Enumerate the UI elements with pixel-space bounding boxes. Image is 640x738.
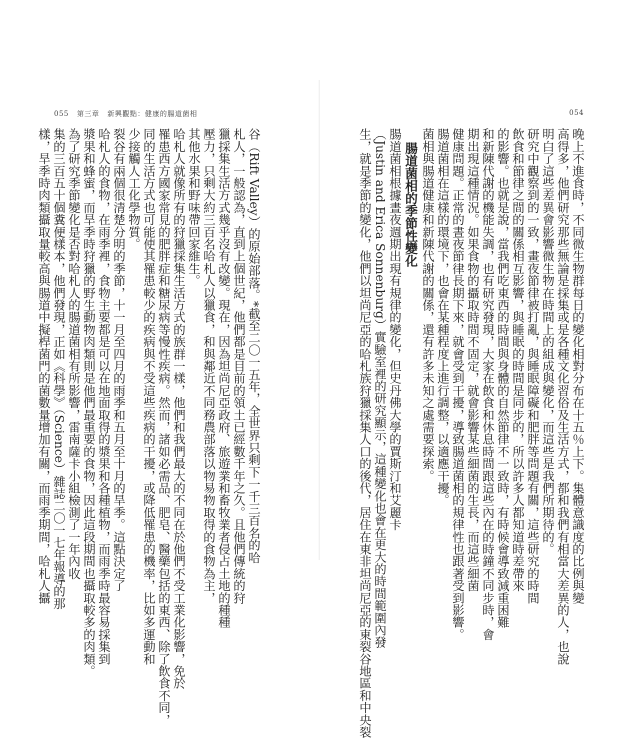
right-page-header	[569, 109, 584, 117]
right-page	[320, 0, 640, 738]
section-heading: 腸道菌相的季節性變化	[403, 142, 419, 267]
text-column: 壓力，只剩大約三百名哈札人以獵食，和與鄰近不同務農部落以物易物取得的食物為主，	[202, 128, 216, 604]
text-column: 獵採集生活方式幾乎沒有改變。現在，因為坦尚尼亞政府、旅遊業和畜牧業者侵占土地的種種	[217, 128, 231, 629]
text-column: 札人，一般認為，直到上個世紀，他們都是目前的領土已經數千年之久。且他們傳統的狩	[232, 128, 246, 604]
text-column: 集的三百五十個糞便樣本，他們發現，正如《科學》（Science）雜誌二〇一七年報導的那	[52, 128, 66, 610]
text-column: 的影響。也就是說，當我們吃東西的時間與身體的自然節律不一致時，有時候會導致減重困難	[496, 128, 510, 629]
text-column: 罹患西方國家常見的肥胖症和糖尿病等慢性疾病。然而，諸如必需品、肥皂、醫藥包括的東西、除了飲食不同，	[157, 128, 171, 726]
text-column: 期出現這種情況。如果食物的攝取時間不固定，就會影響某些細菌的生長，而這些細菌	[466, 128, 480, 592]
text-column: 和新陳代謝的機能失調，也有研究發現，大家在飲食和休息時間跟這些內在的時鐘不同步時，會	[481, 128, 495, 641]
text-column: 晚上不進食時，不同微生物群每日的變化相對分布在十五％上下。集體意識度的比例與變	[571, 128, 585, 604]
right-page-body	[358, 128, 585, 738]
left-page-number: 055	[54, 110, 69, 118]
text-column: 飲食和節律之間的關係相互影響，與睡眠的時間是同步的，所以許多人都知道時差帶來	[511, 128, 525, 592]
chapter-title: 新興觀點：健康的腸道菌相	[107, 110, 198, 118]
text-column: 漿果和蜂蜜，而旱季時狩獵的野生動物肉類則是他們最重要的食物，因此這段期間也攝取較多的肉類。	[82, 128, 96, 677]
text-column: 明白了這些差異會影響微生物在時間上的組成與變化，而這些是我們所期待的。	[541, 128, 555, 555]
text-column: 谷（Rift Valley）的原始部落。*截至二〇一五年，全世界只剩下一千三百名的哈	[247, 128, 261, 564]
text-column: 健康問題。正常的晝夜節律長期下來，就會受到干擾，導致腸道菌相的規律性也跟著受到影響。	[451, 128, 465, 641]
text-column: 腸道菌相在這樣的環境下，也會在某種程度上進行調整，以適應干擾。	[436, 128, 450, 507]
text-column: 樣，旱季時肉類攝取量較高與腸道中擬桿菌門的菌數量增加有關，而雨季期間，哈札人攝	[37, 128, 51, 604]
text-column: 為了研究季節變化是否對哈札人的腸道菌相有所影響，雷南薩卡小組檢測了一年內收	[67, 128, 81, 580]
left-page-body	[37, 128, 261, 726]
right-page-number: 054	[569, 109, 584, 117]
text-column: 生，就是季節的變化，他們以坦尚尼亞的哈札族狩獵採集人口的後代，居住在東非坦尚尼亞的東裂谷地區和中央裂	[358, 128, 372, 738]
text-column: 高得多，他們研究那些無論是採集或是各種文化習俗及生活方式，都和我們有相當大差異的人，也說	[556, 128, 570, 665]
text-column: 裂谷有兩個很清楚分明的季節，十一月至四月的雨季和五月至十月的旱季。這點決定了	[112, 128, 126, 592]
text-column: 哈札人的食物，在雨季裡，食物主要都是可以在地面取得的漿果和各種植物，而雨季時最容易採集到	[97, 128, 111, 665]
text-column: 其他水果和野味帶回家維生。	[187, 128, 201, 287]
text-column: 同的生活方式也可能使其罹患較少的疾病與不受這些疾病的干擾，或降低罹患的機率，比如多運動和	[142, 128, 156, 665]
text-column: 少接觸人工化學物質。	[127, 128, 141, 250]
text-column: 菌相與腸道健康和新陳代謝的關係，還有許多未知之處需要探索。	[421, 128, 435, 482]
text-column: 研究中觀察到的一致，畫夜節律被打亂，與睡眠障礙和肥胖等問題有關，這些研究的時間	[526, 128, 540, 604]
chapter-number: 第三章	[76, 110, 100, 118]
text-column: （Justin and Erica Sonnenburg）實驗室裡的研究顯示，這種變化也會在更大的時間範圍內發	[373, 128, 387, 649]
text-column: 哈札人就像所有的狩獵採集生活方式的族群一樣，他們和我們最大的不同在於他們不受工業化影響，免於	[172, 128, 186, 690]
left-page-header	[54, 109, 197, 119]
text-column: 腸道菌相根據晝夜週期出現有規律的變化，但史丹佛大學的賈斯汀和艾麗卡	[388, 128, 402, 531]
